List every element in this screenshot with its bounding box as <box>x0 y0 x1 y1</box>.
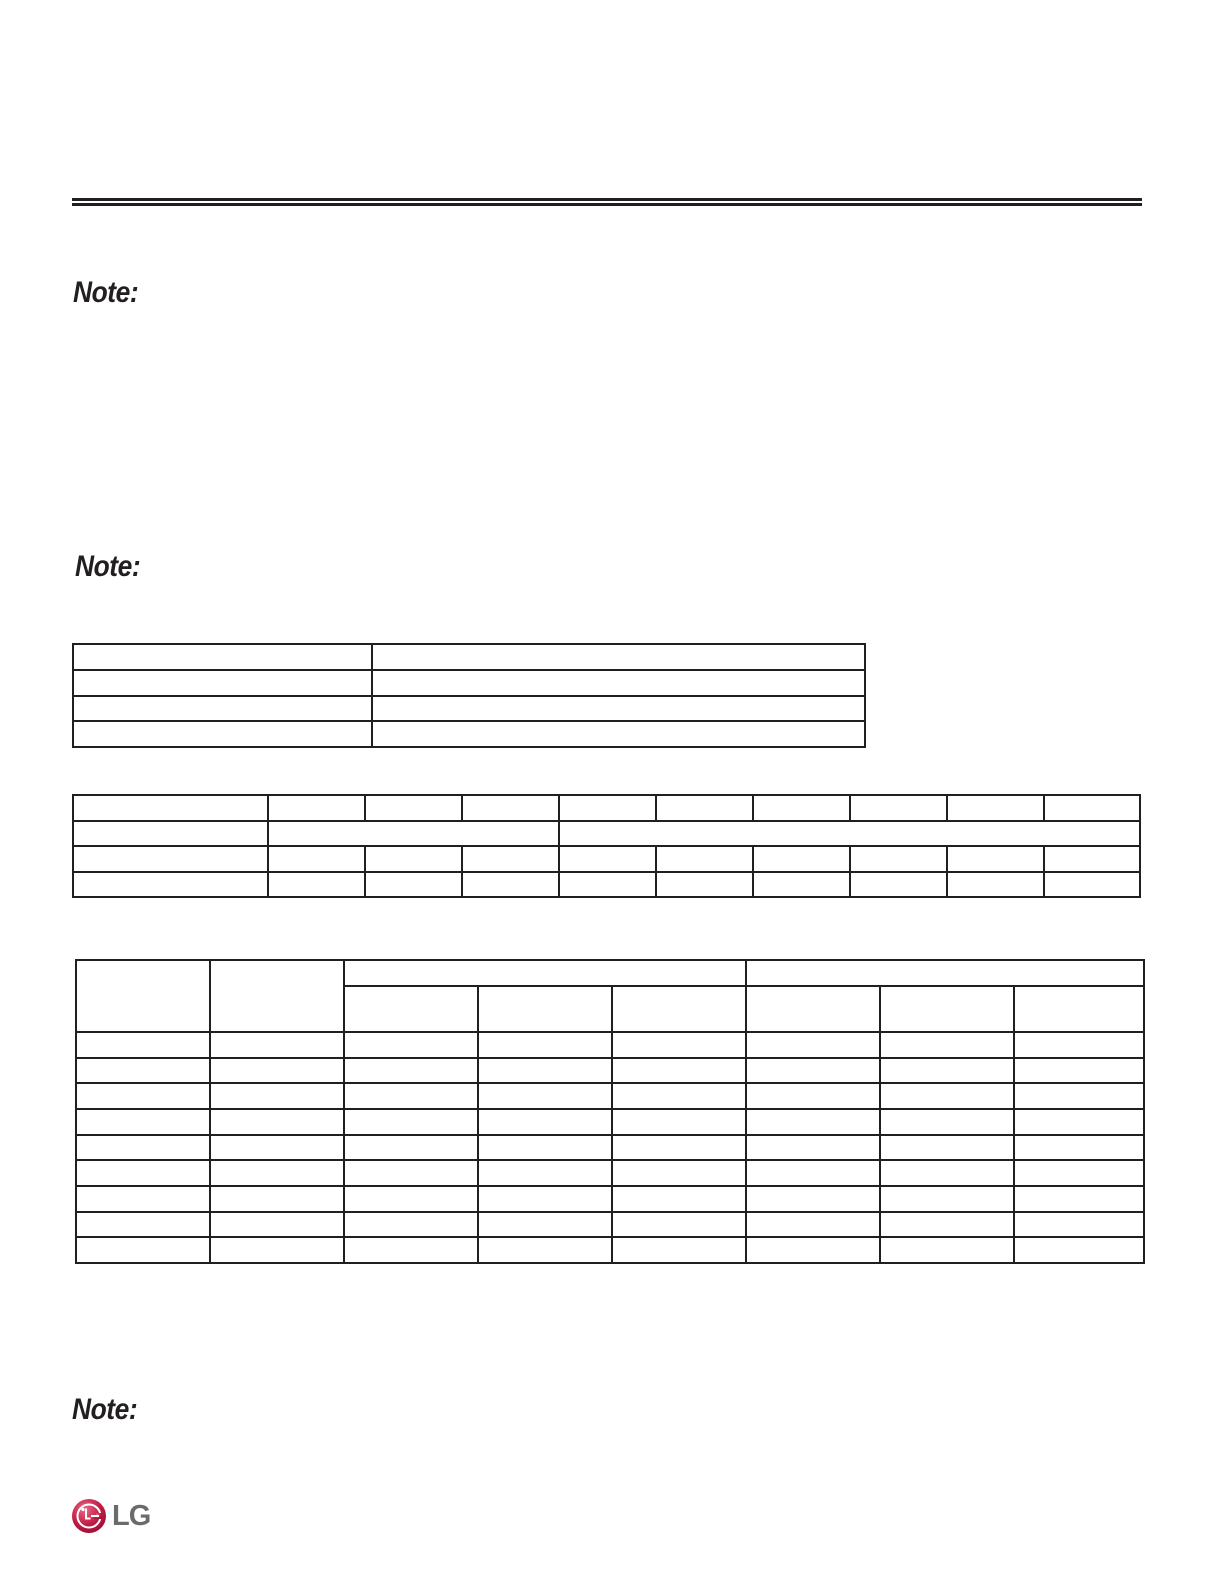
table-row <box>73 721 865 747</box>
header-rule-top <box>72 198 1142 201</box>
table-row <box>76 1160 1144 1186</box>
table-row <box>73 846 1140 872</box>
lg-logo-text: LG <box>112 1499 151 1532</box>
lg-logo-icon <box>71 1498 107 1534</box>
table-row <box>73 644 865 670</box>
table-row <box>73 696 865 722</box>
note-label-3: Note: <box>72 1393 138 1426</box>
table-row <box>76 1058 1144 1084</box>
table-row <box>73 821 1140 847</box>
table-row <box>76 1083 1144 1109</box>
table-header-row <box>76 960 1144 986</box>
table-2 <box>72 794 1141 898</box>
table-row <box>76 1032 1144 1058</box>
table-3 <box>75 959 1145 1264</box>
lg-logo <box>71 1498 150 1534</box>
table-1 <box>72 643 866 748</box>
note-label-2: Note: <box>75 550 141 583</box>
table-row <box>73 795 1140 821</box>
table-row <box>73 670 865 696</box>
table-row <box>73 872 1140 898</box>
table-row <box>76 1212 1144 1238</box>
table-row <box>76 1135 1144 1161</box>
table-row <box>76 1186 1144 1212</box>
note-label-1: Note: <box>73 276 139 309</box>
table-row <box>76 1237 1144 1263</box>
table-row <box>76 1109 1144 1135</box>
header-rule-bottom <box>72 203 1142 206</box>
